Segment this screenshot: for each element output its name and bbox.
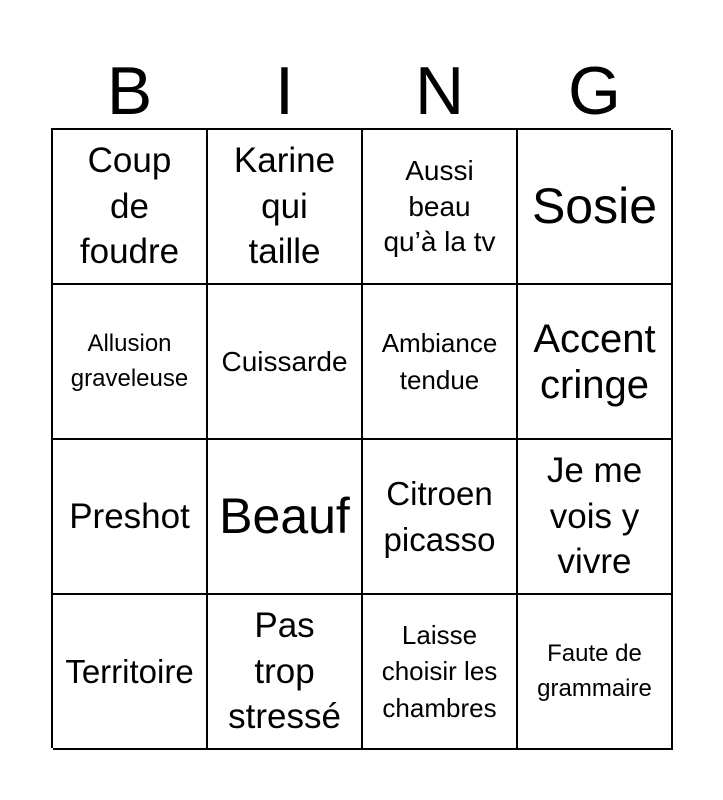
cell-text: Aussi beau qu’à la tv — [383, 154, 496, 258]
bingo-cell[interactable] — [518, 130, 673, 285]
bingo-cell[interactable] — [518, 285, 673, 440]
cell-text: Je me vois y vivre — [546, 451, 643, 582]
bingo-cell[interactable] — [208, 595, 363, 750]
cell-text: Accent cringe — [533, 316, 656, 407]
bingo-cell[interactable] — [53, 595, 208, 750]
header-letter-i: I — [275, 53, 294, 129]
bingo-board — [51, 128, 671, 748]
cell-text: Preshot — [69, 496, 190, 536]
cell-text: Cuissarde — [221, 345, 348, 377]
bingo-cell[interactable] — [53, 130, 208, 285]
cell-text: Sosie — [531, 178, 658, 234]
bingo-cell[interactable] — [363, 285, 518, 440]
cell-text: Citroen picasso — [383, 474, 496, 558]
bingo-cell[interactable] — [363, 130, 518, 285]
bingo-cell[interactable] — [208, 130, 363, 285]
bingo-cell[interactable] — [363, 440, 518, 595]
header-letter-b: B — [106, 53, 153, 129]
bingo-cell[interactable] — [363, 595, 518, 750]
cell-text: Pas trop stressé — [228, 606, 341, 737]
bingo-cell[interactable] — [518, 440, 673, 595]
header-letter-n: N — [414, 53, 465, 129]
cell-text: Coup de foudre — [79, 141, 180, 272]
cell-text: Beauf — [219, 488, 350, 544]
cell-text: Territoire — [65, 652, 194, 690]
bingo-header — [52, 52, 672, 128]
header-letter-g: G — [568, 53, 621, 129]
cell-text: Allusion graveleuse — [70, 329, 189, 392]
bingo-cell[interactable] — [208, 440, 363, 595]
bingo-cell[interactable] — [53, 285, 208, 440]
cell-text: Laisse choisir les chambres — [381, 619, 498, 723]
bingo-cell[interactable] — [208, 285, 363, 440]
cell-text: Faute de grammaire — [537, 639, 652, 702]
cell-text: Karine qui taille — [233, 141, 336, 272]
cell-text: Ambiance tendue — [381, 328, 498, 395]
bingo-cell[interactable] — [518, 595, 673, 750]
bingo-cell[interactable] — [53, 440, 208, 595]
